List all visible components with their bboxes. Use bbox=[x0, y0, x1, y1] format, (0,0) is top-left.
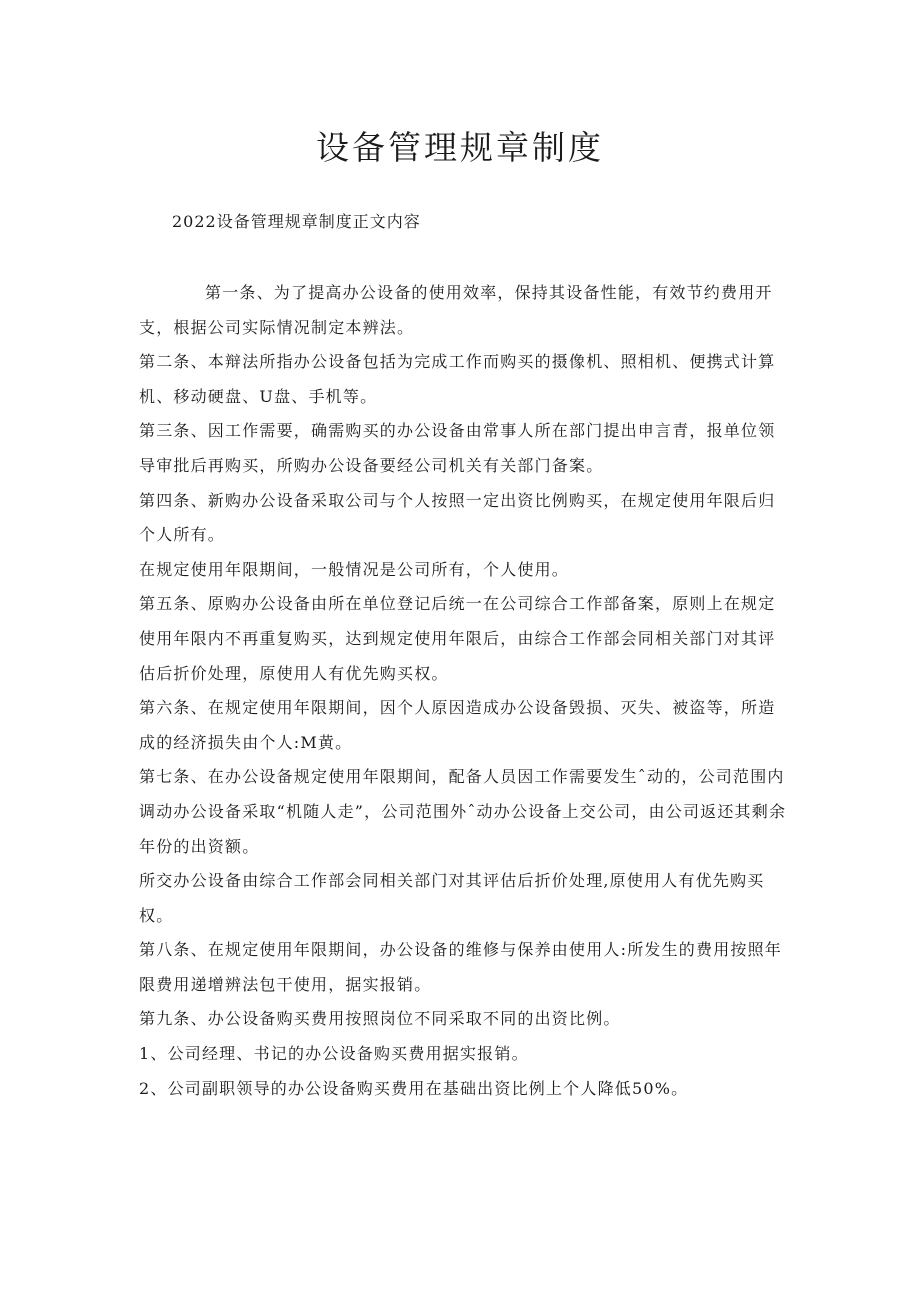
article-9-item-2: 2、公司副职领导的办公设备购买费用在基础出资比例上个人降低50%。 bbox=[139, 1078, 689, 1098]
article-2: 第二条、本辩法所指办公设备包括为完成工作而购买的摄像机、照相机、便携式计算机、移动硬盘、U盘、手机等。 bbox=[139, 352, 776, 406]
article-3: 第三条、因工作需要，确需购买的办公设备由常事人所在部门提出申言青，报单位领导审批后再购买，所购办公设备要经公司机关有关部门备案。 bbox=[139, 421, 776, 475]
document-body bbox=[139, 276, 789, 1106]
article-5: 第五条、原购办公设备由所在单位登记后统一在公司综合工作部备案，原则上在规定使用年限内不再重复购买，达到规定使用年限后，由综合工作部会同相关部门对其评估后折价处理，原使用人有优先购买权。 bbox=[139, 594, 776, 683]
article-9-item-1: 1、公司经理、书记的办公设备购买费用据实报销。 bbox=[139, 1044, 529, 1064]
article-7: 第七条、在办公设备规定使用年限期间，配备人员因工作需要发生ˆ动的，公司范围内调动办公设备采取“机随人走”，公司范围外ˆ动办公设备上交公司，由公司返还其剩余年份的出资额。 bbox=[139, 767, 787, 856]
article-6: 第六条、在规定使用年限期间，因个人原因造成办公设备毁损、灭失、被盗等，所造成的经济损失由个人:M黄。 bbox=[139, 698, 776, 752]
article-8: 第八条、在规定使用年限期间，办公设备的维修与保养由使用人:所发生的费用按照年限费用递增辨法包干使用，据实报销。 bbox=[139, 940, 782, 994]
article-4-note: 在规定使用年限期间，一般情况是公司所有，个人使用。 bbox=[139, 559, 570, 579]
document-title: 设备管理规章制度 bbox=[316, 128, 604, 167]
article-4: 第四条、新购办公设备采取公司与个人按照一定出资比例购买，在规定使用年限后归个人所有。 bbox=[139, 490, 776, 545]
article-1: 第一条、为了提高办公设备的使用效率，保持其设备性能，有效节约费用开支，根据公司实际情况制定本辨法。 bbox=[139, 283, 773, 337]
article-9: 第九条、办公设备购买费用按照岗位不同采取不同的出资比例。 bbox=[139, 1009, 621, 1029]
article-7-note: 所交办公设备由综合工作部会同相关部门对其评估后折价处理,原使用人有优先购买权。 bbox=[139, 871, 765, 925]
document-subtitle: 2022设备管理规章制度正文内容 bbox=[172, 212, 421, 231]
